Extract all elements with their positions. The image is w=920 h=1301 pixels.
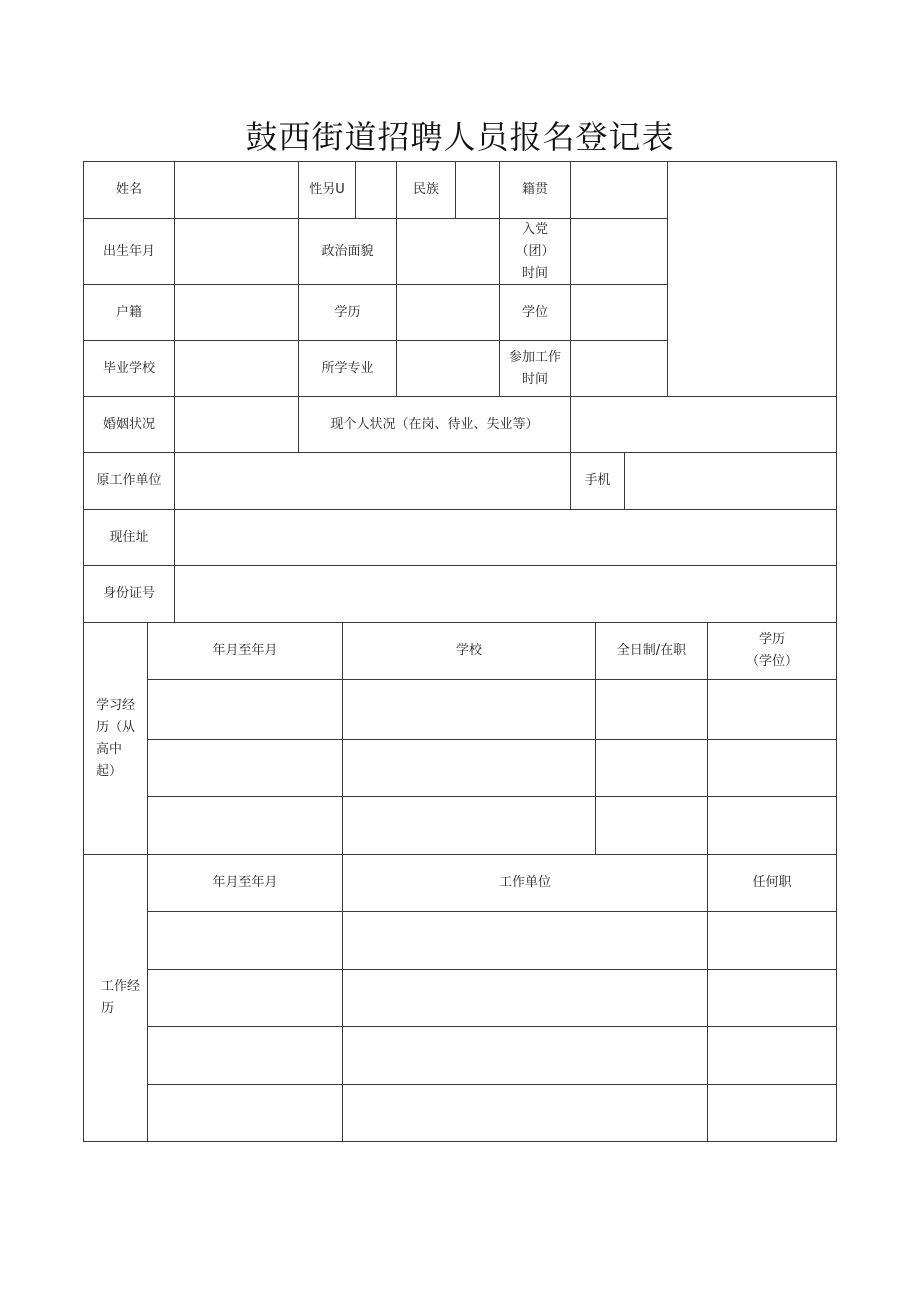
- label-work-start-time: [500, 341, 570, 396]
- education-field[interactable]: [397, 285, 499, 340]
- label-party-join-time: [500, 219, 570, 284]
- label-degree: 学位: [521, 304, 548, 320]
- party-join-time-field[interactable]: [571, 219, 667, 284]
- label-name: 姓名: [115, 182, 142, 197]
- study-header-school: 学校: [455, 643, 482, 658]
- work-row[interactable]: [148, 1085, 836, 1141]
- mobile-field[interactable]: [625, 453, 836, 509]
- label-major: 所学专业: [321, 360, 374, 376]
- study-header-period: 年月至年月: [212, 643, 278, 658]
- label-former-employer: 原工作单位: [96, 473, 162, 488]
- graduated-school-field[interactable]: [175, 341, 298, 396]
- gender-field[interactable]: [356, 162, 396, 218]
- label-marital-status: 婚姻状况: [102, 416, 155, 432]
- label-political-status: 政治面貌: [321, 243, 374, 259]
- work-header-period: 年月至年月: [212, 875, 278, 890]
- household-field[interactable]: [175, 285, 298, 340]
- study-header-mode: 全日制/在职: [616, 643, 687, 658]
- study-section-label: [84, 623, 147, 854]
- birth-date-field[interactable]: [175, 219, 298, 284]
- marital-status-field[interactable]: [175, 397, 298, 452]
- study-section-label-line3: 高中: [96, 741, 123, 757]
- ethnicity-field[interactable]: [456, 162, 499, 218]
- photo-area[interactable]: [668, 162, 836, 396]
- work-section-label: [84, 855, 147, 1141]
- label-party-join-time-line2: （团）: [515, 243, 555, 259]
- work-row[interactable]: [148, 970, 836, 1026]
- address-field[interactable]: [175, 510, 836, 565]
- work-row[interactable]: [148, 1027, 836, 1084]
- former-employer-field[interactable]: [175, 453, 570, 509]
- study-row[interactable]: [148, 680, 836, 739]
- study-section-label-line1: 学习经: [96, 697, 136, 713]
- form-title: 鼓西街道招聘人员报名登记表: [245, 118, 675, 156]
- label-gender: 性另U: [309, 182, 345, 197]
- work-row[interactable]: [148, 912, 836, 969]
- native-place-field[interactable]: [571, 162, 667, 218]
- work-start-time-field[interactable]: [571, 341, 667, 396]
- label-party-join-time-line1: 入党: [521, 221, 548, 237]
- study-header-degree-line1: 学历: [758, 632, 785, 647]
- study-section-label-line4: 起）: [96, 763, 123, 779]
- label-household: 户籍: [115, 304, 142, 320]
- study-header-degree: [708, 623, 836, 679]
- label-id-number: 身份证号: [102, 586, 155, 601]
- work-section-label-line1: 工作经: [101, 979, 141, 994]
- id-number-field[interactable]: [175, 566, 836, 622]
- name-field[interactable]: [175, 162, 298, 218]
- work-section-label-line2: 历: [101, 1001, 115, 1016]
- study-row[interactable]: [148, 797, 836, 854]
- label-work-start-time-line2: 时间: [521, 371, 548, 387]
- work-header-employer: 工作单位: [498, 875, 551, 890]
- political-status-field[interactable]: [397, 219, 499, 284]
- label-work-start-time-line1: 参加工作: [508, 349, 561, 365]
- label-mobile: 手机: [584, 473, 611, 488]
- label-graduated-school: 毕业学校: [102, 360, 155, 376]
- current-status-field[interactable]: [571, 397, 836, 452]
- study-row[interactable]: [148, 740, 836, 796]
- study-header-degree-line2: （学位）: [745, 654, 798, 669]
- label-ethnicity: 民族: [412, 182, 439, 197]
- label-party-join-time-line3: 时间: [521, 265, 548, 281]
- degree-field[interactable]: [571, 285, 667, 340]
- work-header-position: 任何职: [752, 875, 792, 890]
- label-birth-date: 出生年月: [102, 243, 155, 259]
- label-education: 学历: [334, 304, 361, 320]
- label-current-status: 现个人状况（在岗、待业、失业等）: [330, 416, 539, 432]
- label-address: 现住址: [109, 529, 149, 545]
- study-section-label-line2: 历（从: [96, 719, 136, 735]
- major-field[interactable]: [397, 341, 499, 396]
- label-native-place: 籍贯: [521, 182, 548, 197]
